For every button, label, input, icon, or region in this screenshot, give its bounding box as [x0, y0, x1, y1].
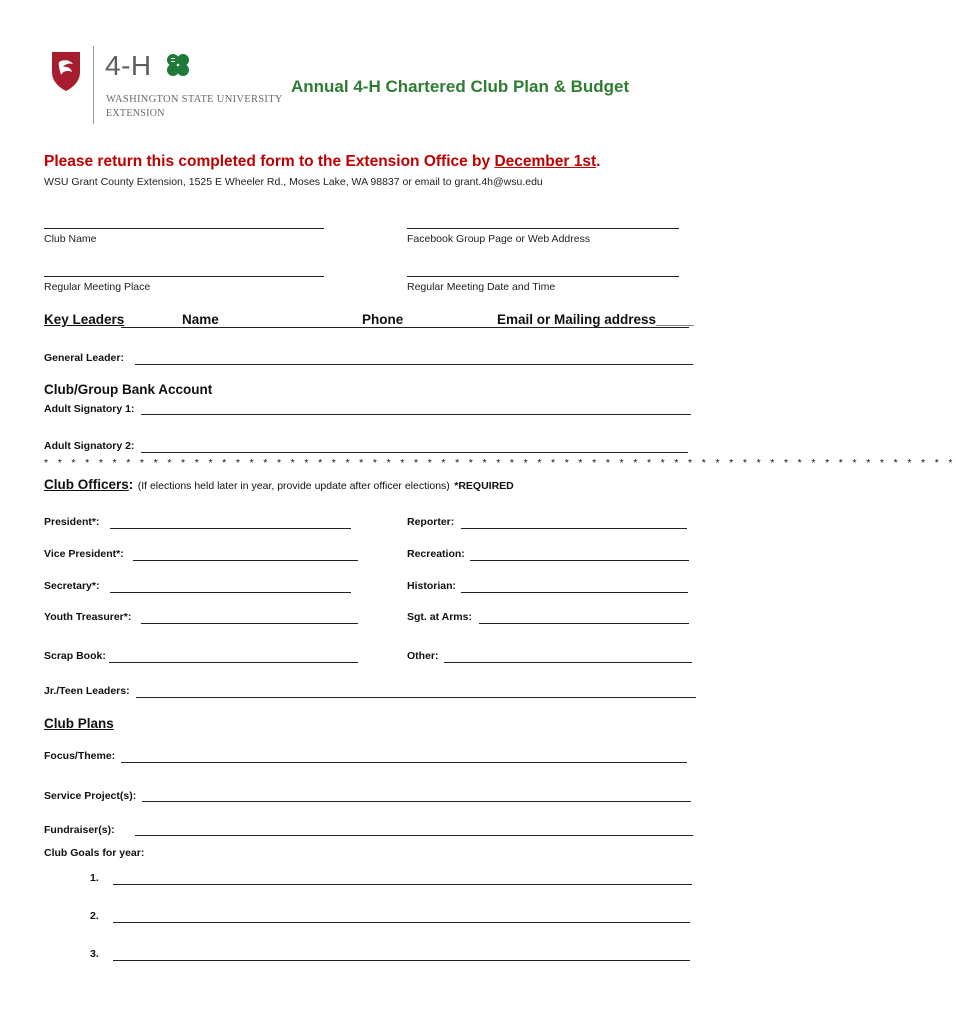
officer-field-president[interactable] [110, 528, 351, 529]
meeting-time-field[interactable] [407, 276, 679, 277]
org-unit: EXTENSION [106, 108, 165, 119]
col-phone-header: Phone [362, 312, 404, 327]
brand-4h-text: 4-H [105, 50, 152, 81]
service-project-label: Service Project(s): [44, 790, 137, 802]
goal-field-1[interactable] [113, 884, 692, 885]
signatory2-field[interactable] [141, 452, 688, 453]
focus-theme-field[interactable] [121, 762, 687, 763]
col-name-header: Name [182, 312, 219, 327]
teen-leaders-label: Jr./Teen Leaders: [44, 685, 130, 697]
wsu-shield-icon [50, 50, 82, 92]
officer-field-vice-president[interactable] [133, 560, 358, 561]
officer-field-reporter[interactable] [461, 528, 687, 529]
goal-number-1: 1. [90, 872, 99, 884]
officers-required: *REQUIRED [454, 480, 514, 492]
signatory1-label: Adult Signatory 1: [44, 403, 135, 415]
goal-field-3[interactable] [113, 960, 690, 961]
officer-label-secretary: Secretary*: [44, 580, 100, 592]
officer-label-vice-president: Vice President*: [44, 548, 124, 560]
office-address: WSU Grant County Extension, 1525 E Wheeler Rd., Moses Lake, WA 98837 or email to grant.4h@wsu.edu [44, 176, 543, 188]
signatory1-field[interactable] [141, 414, 691, 415]
officer-field-sgt-at-arms[interactable] [479, 623, 689, 624]
facebook-field[interactable] [407, 228, 679, 229]
officer-label-scrap-book: Scrap Book: [44, 650, 106, 662]
notice-prefix: Please return this completed form to the Extension Office by [44, 153, 495, 170]
general-leader-field[interactable] [135, 364, 693, 365]
goal-number-3: 3. [90, 948, 99, 960]
four-leaf-clover-icon [165, 52, 191, 78]
teen-leaders-field[interactable] [136, 697, 696, 698]
fundraiser-label: Fundraiser(s): [44, 824, 115, 836]
officer-label-sgt-at-arms: Sgt. at Arms: [407, 611, 472, 623]
officer-field-secretary[interactable] [110, 592, 351, 593]
club-name-field[interactable] [44, 228, 324, 229]
fundraiser-field[interactable] [135, 835, 693, 836]
officer-label-youth-treasurer: Youth Treasurer*: [44, 611, 132, 623]
signatory2-label: Adult Signatory 2: [44, 440, 135, 452]
officer-label-other: Other: [407, 650, 439, 662]
notice-deadline: December 1st [494, 153, 597, 170]
org-name: WASHINGTON STATE UNIVERSITY [106, 94, 283, 105]
officers-heading-row [44, 476, 514, 494]
section-divider: * * * * * * * * * * * * * * * * * * * * * * * * * * * * * * * * * * * * * * * * * * * * * * * * * * * * * * * * * * * * * * * * * * * [44, 457, 956, 469]
meeting-time-label: Regular Meeting Date and Time [407, 281, 556, 293]
meeting-place-label: Regular Meeting Place [44, 281, 151, 293]
officer-label-historian: Historian: [407, 580, 457, 592]
officers-heading-colon: : [128, 477, 134, 492]
officer-field-youth-treasurer[interactable] [141, 623, 358, 624]
officers-note: (If elections held later in year, provide update after officer elections) [137, 480, 450, 492]
officer-field-recreation[interactable] [470, 560, 689, 561]
facebook-label: Facebook Group Page or Web Address [407, 233, 591, 245]
officer-field-other[interactable] [444, 662, 692, 663]
officer-label-reporter: Reporter: [407, 516, 455, 528]
meeting-place-field[interactable] [44, 276, 324, 277]
bank-heading: Club/Group Bank Account [44, 382, 213, 397]
officer-label-president: President*: [44, 516, 100, 528]
club-goals-label: Club Goals for year: [44, 847, 145, 859]
general-leader-label: General Leader: [44, 352, 124, 364]
goal-number-2: 2. [90, 910, 99, 922]
key-leaders-heading: Key Leaders [44, 312, 125, 327]
officer-field-historian[interactable] [461, 592, 688, 593]
club-plans-heading: Club Plans [44, 716, 114, 731]
notice-suffix: . [596, 153, 601, 170]
col-email-header: Email or Mailing address_____ [497, 312, 694, 327]
club-name-label: Club Name [44, 233, 97, 245]
officers-heading: Club Officers [44, 477, 129, 492]
officer-field-scrap-book[interactable] [109, 662, 358, 663]
service-project-field[interactable] [142, 801, 691, 802]
goal-field-2[interactable] [113, 922, 690, 923]
focus-theme-label: Focus/Theme: [44, 750, 116, 762]
logo-divider [93, 46, 94, 124]
page-title: Annual 4-H Chartered Club Plan & Budget [291, 77, 630, 96]
key-leaders-underline [121, 327, 689, 328]
return-notice [44, 153, 600, 171]
officer-label-recreation: Recreation: [407, 548, 465, 560]
